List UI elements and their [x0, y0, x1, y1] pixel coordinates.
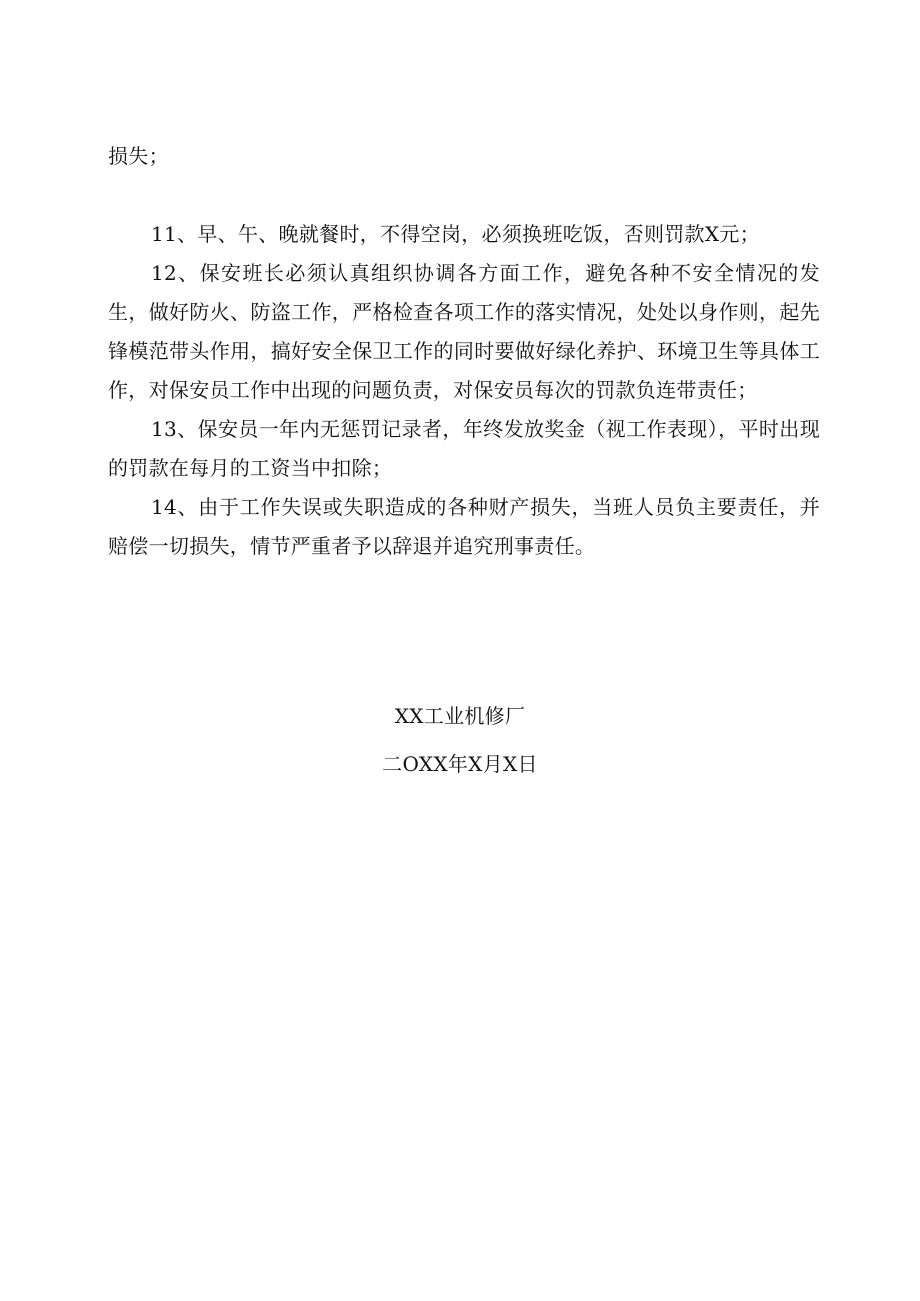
continued-text: 损失；: [108, 144, 169, 168]
rule-item-14: 14、由于工作失误或失职造成的各种财产损失，当班人员负主要责任，并赔偿一切损失，情节严重者予以辞退并追究刑事责任。: [108, 495, 820, 558]
document-body: [108, 137, 820, 566]
signature-date: 二OXX年X月X日: [382, 752, 538, 776]
rule-item-13: 13、保安员一年内无惩罚记录者，年终发放奖金（视工作表现），平时出现的罚款在每月的工资当中扣除；: [108, 417, 820, 480]
rule-item-11: 11、早、午、晚就餐时，不得空岗，必须换班吃饭，否则罚款X元；: [151, 222, 760, 246]
rule-item-12: 12、保安班长必须认真组织协调各方面工作，避免各种不安全情况的发生，做好防火、防盗工作，严格检查各项工作的落实情况，处处以身作则，起先锋模范带头作用，搞好安全保卫工作的同时要做好绿化养护、环境卫生等具体工作，对保安员工作中出现的问题负责，对保安员每次的罚款负连带责任；: [108, 261, 820, 402]
signature-organization: XX工业机修厂: [394, 704, 526, 728]
